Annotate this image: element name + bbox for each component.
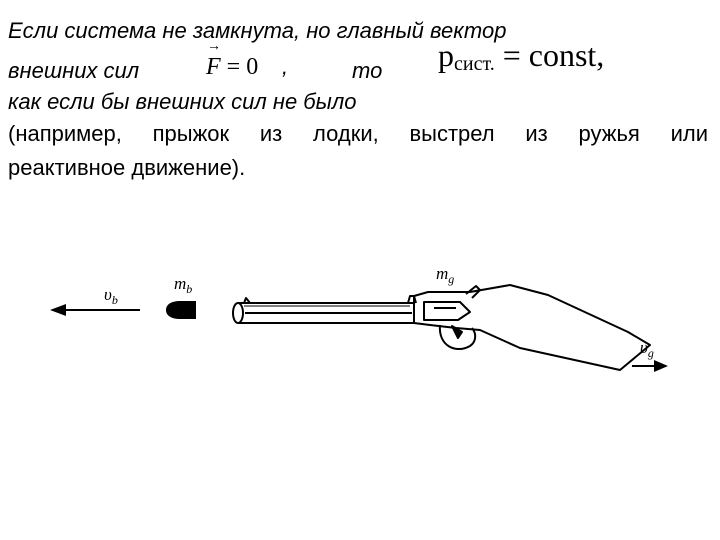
text-line-5: реактивное движение). (8, 155, 246, 180)
gun-mass-label: $m_g$ (436, 264, 455, 286)
momentum-formula (438, 36, 604, 83)
gun-recoil-figure (0, 250, 720, 410)
force-vector-symbol: → F (206, 54, 221, 80)
gun-velocity-arrow (632, 360, 668, 372)
gun-drawing (233, 285, 650, 370)
bullet-shape (166, 301, 196, 319)
word-to: то (352, 58, 383, 83)
text-line-3: как если бы внешних сил не было (8, 89, 357, 114)
text-line-2: внешних сил (8, 58, 140, 83)
momentum-equals-const: = const, (494, 37, 605, 73)
bullet-velocity-label: $\upsilon_b$ (104, 285, 118, 307)
momentum-subscript: сист. (454, 53, 495, 75)
force-equals-zero: = 0 (220, 54, 259, 80)
bullet-mass-label: $m_b$ (174, 274, 193, 296)
momentum-symbol: p (438, 37, 454, 73)
gun-velocity-label: $\upsilon_g$ (640, 338, 654, 360)
text-line-4: (например, прыжок из лодки, выстрел из ружья или (8, 121, 708, 146)
bullet-velocity-arrow (50, 304, 140, 316)
force-formula (206, 54, 258, 81)
formula-comma: , (282, 54, 289, 79)
text-line-1: Если система не замкнута, но главный вектор (8, 18, 507, 43)
